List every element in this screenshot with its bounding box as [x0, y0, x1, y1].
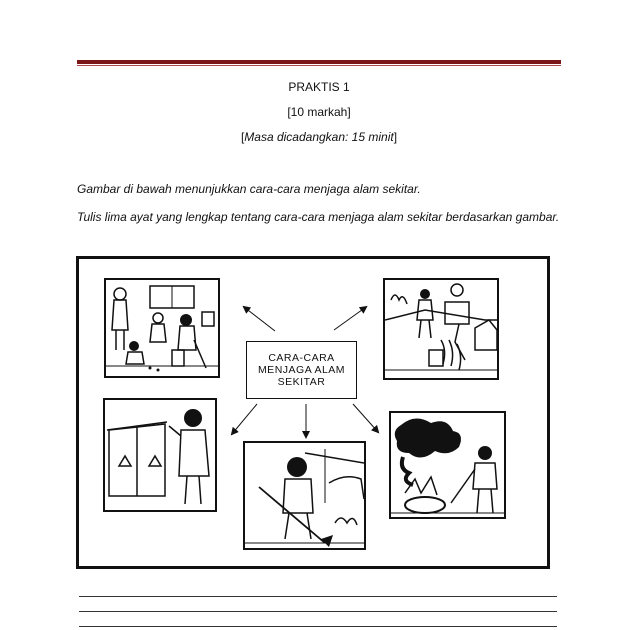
marks-label: [10 markah]: [287, 105, 351, 119]
arrow-bottom-right: [353, 404, 378, 432]
answer-line[interactable]: [79, 626, 557, 627]
answer-line[interactable]: [79, 596, 557, 597]
time-label: [Masa dicadangkan: 15 minit]: [240, 130, 398, 144]
instruction-line-2: Tulis lima ayat yang lengkap tentang cara-cara menjaga alam sekitar berdasarkan gambar.: [77, 210, 560, 224]
exercise-title: PRAKTIS 1: [288, 80, 350, 94]
arrow-top-right: [334, 307, 366, 330]
answer-line[interactable]: [79, 611, 557, 612]
instruction-line-1: Gambar di bawah menunjukkan cara-cara menjaga alam sekitar.: [77, 182, 421, 196]
center-label-box: [246, 341, 357, 399]
center-label-line-2: MENJAGA ALAM: [257, 364, 346, 376]
arrow-bottom-left: [232, 404, 257, 434]
center-label-line-3: SEKITAR: [277, 376, 326, 388]
arrow-top-left: [244, 307, 275, 331]
center-label-line-1: CARA-CARA: [268, 352, 335, 364]
